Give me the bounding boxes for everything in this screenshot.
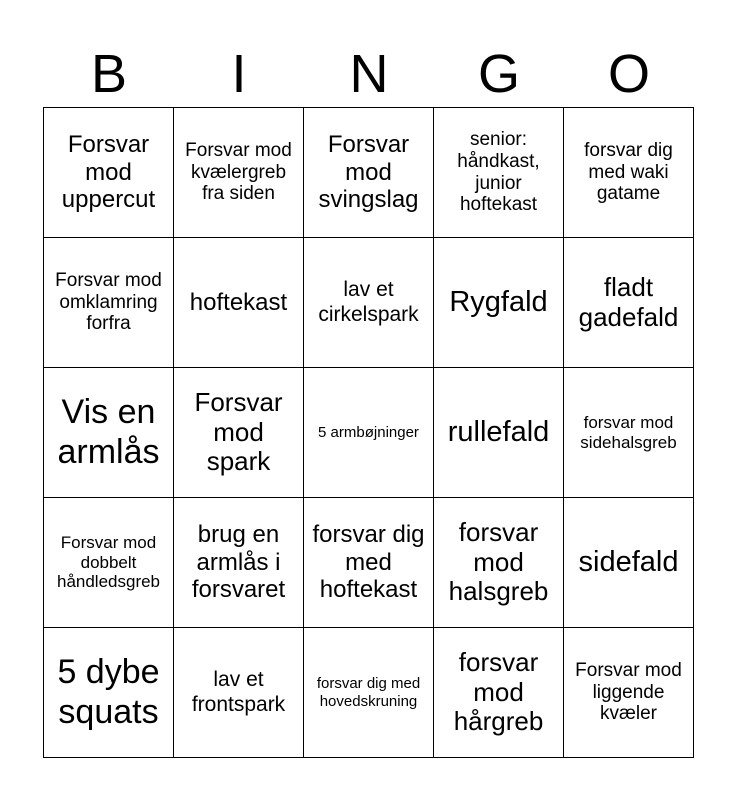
cell-text: hoftekast (189, 288, 288, 316)
bingo-cell[interactable] (564, 628, 694, 758)
bingo-cell[interactable] (434, 238, 564, 368)
header-letter-n: N (349, 44, 389, 104)
bingo-cell[interactable] (304, 108, 434, 238)
bingo-cell[interactable] (44, 498, 174, 628)
bingo-cell[interactable] (434, 498, 564, 628)
bingo-cell[interactable] (304, 368, 434, 498)
cell-text: forsvar dig med hoftekast (312, 521, 425, 604)
cell-text: sidefald (578, 545, 679, 578)
bingo-cell[interactable] (304, 628, 434, 758)
header-letter-i: I (231, 44, 247, 104)
header-letter-g: G (477, 44, 520, 104)
bingo-cell[interactable] (174, 238, 304, 368)
cell-text: Forsvar mod svingslag (318, 131, 419, 214)
bingo-cell[interactable] (174, 628, 304, 758)
cell-text: Vis en armlås (57, 393, 160, 471)
bingo-cell[interactable] (304, 238, 434, 368)
cell-text: fladt gadefald (578, 271, 679, 332)
bingo-cell[interactable] (304, 498, 434, 628)
cell-text: rullefald (447, 415, 550, 448)
cell-text: Forsvar mod liggende kvæler (575, 659, 682, 725)
cell-text: Rygfald (449, 285, 548, 318)
bingo-cell[interactable] (564, 368, 694, 498)
bingo-cell[interactable] (434, 368, 564, 498)
cell-text: forsvar mod halsgreb (448, 516, 549, 607)
cell-text: 5 dybe squats (57, 653, 160, 731)
bingo-cell[interactable] (564, 498, 694, 628)
bingo-cell[interactable] (44, 238, 174, 368)
bingo-cell[interactable] (564, 238, 694, 368)
cell-text: brug en armlås i forsvaret (191, 521, 286, 604)
cell-text: Forsvar mod kvælergreb fra siden (185, 139, 292, 205)
cell-text: forsvar dig med hovedskruning (316, 675, 421, 710)
cell-text: Forsvar mod omklamring forfra (55, 269, 162, 335)
cell-text: forsvar mod hårgreb (453, 646, 544, 737)
cell-text: Forsvar mod uppercut (61, 131, 156, 214)
bingo-cell[interactable] (174, 368, 304, 498)
bingo-cell[interactable] (44, 368, 174, 498)
bingo-grid (43, 107, 694, 758)
cell-text: lav et cirkelspark (318, 278, 419, 326)
cell-text: Forsvar mod dobbelt håndledsgreb (56, 533, 161, 592)
bingo-cell[interactable] (174, 498, 304, 628)
bingo-cell[interactable] (174, 108, 304, 238)
header-letter-b: B (90, 44, 128, 104)
header-letter-o: O (607, 44, 650, 104)
cell-text: lav et frontspark (191, 668, 286, 716)
bingo-header (44, 40, 694, 108)
cell-text: forsvar mod sidehalsgreb (580, 412, 677, 452)
cell-text: Forsvar mod spark (194, 386, 283, 477)
bingo-cell[interactable] (44, 628, 174, 758)
bingo-cell[interactable] (564, 108, 694, 238)
cell-text: 5 armbøjninger (318, 423, 419, 441)
bingo-cell[interactable] (44, 108, 174, 238)
bingo-cell[interactable] (434, 628, 564, 758)
cell-text: senior: håndkast, junior hoftekast (457, 128, 540, 216)
bingo-cell[interactable] (434, 108, 564, 238)
cell-text: forsvar dig med waki gatame (584, 139, 673, 205)
